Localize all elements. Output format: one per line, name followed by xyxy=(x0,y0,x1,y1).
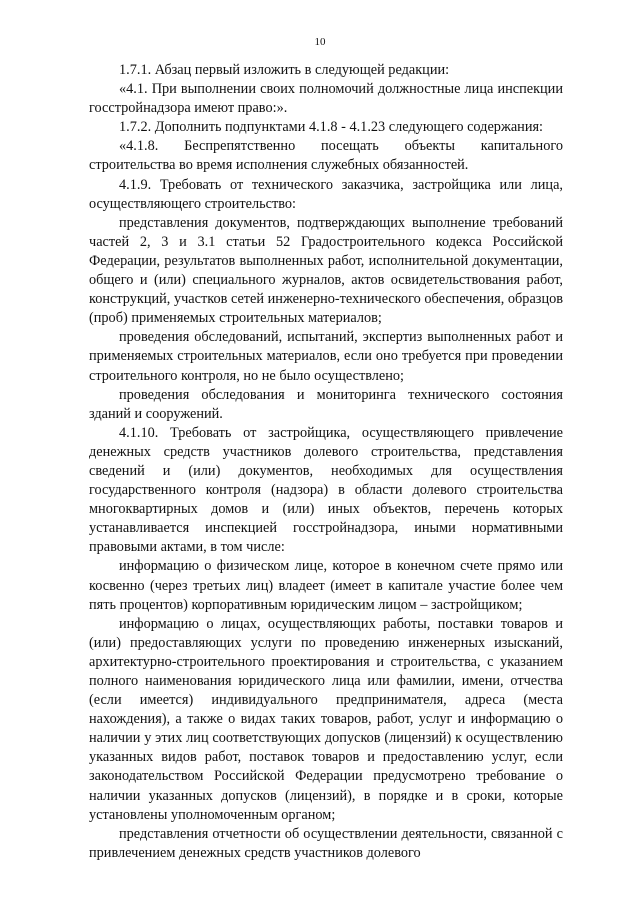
paragraph: 4.1.10. Требовать от застройщика, осуществляющего привлечение денежных средств участников долевого строительства, представления сведений и (или) документов, необходимых для осуществления государственного контроля (надзора) в области долевого строительства многоквартирных домов и (или) иных объектов, перечень которых устанавливается инспекцией госстройнадзора, иными нормативными правовыми актами, в том числе: xyxy=(89,424,563,556)
document-body xyxy=(89,61,563,863)
paragraph: «4.1.8. Беспрепятственно посещать объекты капитального строительства во время исполнения служебных обязанностей. xyxy=(89,138,563,174)
page-number: 10 xyxy=(314,36,326,48)
paragraph: информацию о физическом лице, которое в конечном счете прямо или косвенно (через третьих лиц) владеет (имеет в капитале участие более чем пять процентов) корпоративным юридическим лицом – застройщиком; xyxy=(89,558,563,613)
paragraph: 1.7.1. Абзац первый изложить в следующей редакции: xyxy=(119,62,450,78)
paragraph: информацию о лицах, осуществляющих работы, поставки товаров и (или) предоставляющих услуги по проведению инженерных изысканий, архитектурно-строительного проектирования и строительства, с указанием полного наименования юридического лица или фамилии, имени, отчества (если имеется) индивидуального предпринимателя, адреса (места нахождения), а также о видах таких товаров, работ, услуг и информацию о наличии у этих лиц соответствующих допусков (лицензий) к осуществлению указанных видов работ, поставок товаров и предоставлению услуг, если законодательством Российской Федерации предусмотрено требование о наличии указанных допусков (лицензий), в порядке и в сроки, которые установлены уполномоченным органом; xyxy=(89,615,563,823)
paragraph: представления документов, подтверждающих выполнение требований частей 2, 3 и 3.1 статьи 52 Градостроительного кодекса Российской Федерации, результатов выполненных работ, исполнительной документации, общего и (или) специального журналов, актов освидетельствования работ, конструкций, участков сетей инженерно-технического обеспечения, образцов (проб) применяемых строительных материалов; xyxy=(89,214,563,327)
paragraph: «4.1. При выполнении своих полномочий должностные лица инспекции госстройнадзора имеют право:». xyxy=(89,81,563,117)
paragraph: проведения обследования и мониторинга технического состояния зданий и сооружений. xyxy=(89,386,563,422)
paragraph: представления отчетности об осуществлении деятельности, связанной с привлечением денежных средств участников долевого xyxy=(89,825,563,861)
paragraph: проведения обследований, испытаний, экспертиз выполненных работ и применяемых строительных материалов, если оно требуется при проведении строительного контроля, но не было осуществлено; xyxy=(89,329,563,384)
paragraph: 1.7.2. Дополнить подпунктами 4.1.8 - 4.1.23 следующего содержания: xyxy=(119,119,544,136)
paragraph: 4.1.9. Требовать от технического заказчика, застройщика или лица, осуществляющего строительство: xyxy=(89,176,563,212)
